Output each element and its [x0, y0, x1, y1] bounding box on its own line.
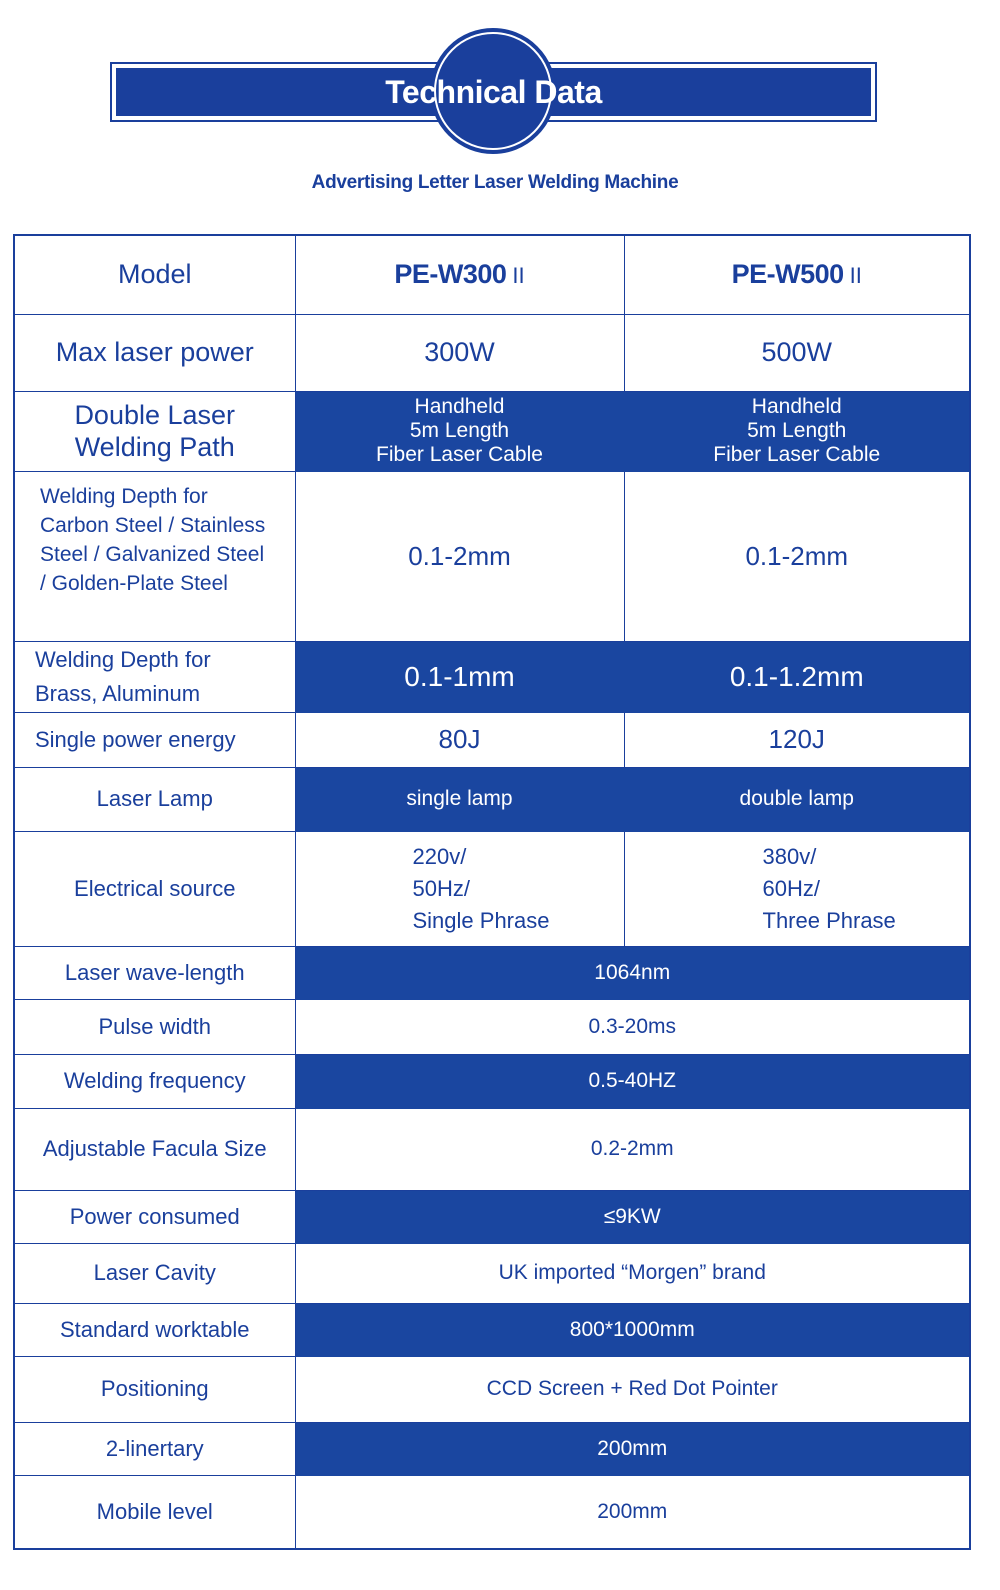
- welding-path-value-1: [295, 391, 624, 471]
- model-suffix-1: II: [512, 263, 525, 289]
- max-power-value-1: 300W: [295, 314, 624, 391]
- table-row-frequency: [14, 1054, 970, 1108]
- row-label-mobile: Mobile level: [14, 1475, 295, 1549]
- value-line: 220v/: [412, 843, 467, 869]
- frequency-value: 0.5-40HZ: [295, 1054, 970, 1108]
- table-row-linertary: [14, 1422, 970, 1475]
- depth-brass-value-1: 0.1-1mm: [295, 641, 624, 712]
- table-row-max-power: [14, 314, 970, 391]
- table-row-wavelength: [14, 946, 970, 999]
- table-row-electrical: [14, 831, 970, 946]
- depth-steel-value-2: 0.1-2mm: [624, 471, 970, 641]
- row-label-power: Power consumed: [14, 1190, 295, 1243]
- model-name-1: PE-W300: [394, 259, 507, 290]
- table-row-cavity: [14, 1243, 970, 1303]
- value-line: Handheld: [751, 395, 842, 418]
- table-row-power: [14, 1190, 970, 1243]
- row-label-facula: Adjustable Facula Size: [14, 1108, 295, 1190]
- table-row-model: [14, 235, 970, 314]
- power-value: ≤9KW: [295, 1190, 970, 1243]
- row-label-worktable: Standard worktable: [14, 1303, 295, 1356]
- model-header-1: [295, 235, 624, 314]
- depth-steel-value-1: 0.1-2mm: [295, 471, 624, 641]
- table-row-pulse: [14, 999, 970, 1054]
- table-row-welding-path: [14, 391, 970, 471]
- label-line: / Golden-Plate Steel: [40, 571, 228, 595]
- value-line: 5m Length: [747, 419, 847, 442]
- label-line: Carbon Steel / Stainless: [40, 513, 266, 537]
- value-line: Fiber Laser Cable: [376, 443, 543, 466]
- lamp-value-1: single lamp: [295, 767, 624, 831]
- table-row-lamp: [14, 767, 970, 831]
- row-label-positioning: Positioning: [14, 1356, 295, 1422]
- welding-path-value-2: [624, 391, 970, 471]
- row-label-depth-brass: [14, 641, 295, 712]
- row-label-max-power: Max laser power: [14, 314, 295, 391]
- mobile-value: 200mm: [295, 1475, 970, 1549]
- model-header-2: [624, 235, 970, 314]
- technical-data-table: [13, 234, 971, 1550]
- row-label-cavity: Laser Cavity: [14, 1243, 295, 1303]
- label-line: Double Laser: [74, 400, 236, 430]
- linertary-value: 200mm: [295, 1422, 970, 1475]
- table-row-energy: [14, 712, 970, 767]
- label-line: Welding Depth for: [35, 646, 211, 672]
- model-suffix-2: II: [849, 263, 862, 289]
- depth-brass-value-2: 0.1-1.2mm: [624, 641, 970, 712]
- row-label-lamp: Laser Lamp: [14, 767, 295, 831]
- electrical-value-2: [624, 831, 970, 946]
- label-line: Welding Depth for: [40, 484, 208, 508]
- max-power-value-2: 500W: [624, 314, 970, 391]
- value-line: Handheld: [414, 395, 505, 418]
- table-row-depth-steel: [14, 471, 970, 641]
- page-subtitle: Advertising Letter Laser Welding Machine: [311, 172, 679, 193]
- label-line: Brass, Aluminum: [35, 680, 201, 706]
- row-label-depth-steel: [14, 471, 295, 641]
- row-label-energy: Single power energy: [14, 712, 295, 767]
- row-label-welding-path: [14, 391, 295, 471]
- value-line: Single Phrase: [412, 907, 550, 933]
- row-label-model: Model: [14, 235, 295, 314]
- table-row-worktable: [14, 1303, 970, 1356]
- value-line: 60Hz/: [762, 875, 820, 901]
- row-label-wavelength: Laser wave-length: [14, 946, 295, 999]
- electrical-value-1: [295, 831, 624, 946]
- pulse-value: 0.3-20ms: [295, 999, 970, 1054]
- cavity-value: UK imported “Morgen” brand: [295, 1243, 970, 1303]
- model-name-2: PE-W500: [731, 259, 844, 290]
- table-row-mobile: [14, 1475, 970, 1549]
- positioning-value: CCD Screen + Red Dot Pointer: [295, 1356, 970, 1422]
- row-label-electrical: Electrical source: [14, 831, 295, 946]
- energy-value-1: 80J: [295, 712, 624, 767]
- label-line: Steel / Galvanized Steel: [40, 542, 265, 566]
- value-line: 380v/: [762, 843, 817, 869]
- row-label-pulse: Pulse width: [14, 999, 295, 1054]
- row-label-frequency: Welding frequency: [14, 1054, 295, 1108]
- page-title: Technical Data: [385, 74, 602, 110]
- table-row-depth-brass: [14, 641, 970, 712]
- worktable-value: 800*1000mm: [295, 1303, 970, 1356]
- value-line: Fiber Laser Cable: [713, 443, 881, 466]
- energy-value-2: 120J: [624, 712, 970, 767]
- value-line: 50Hz/: [412, 875, 470, 901]
- label-line: Welding Path: [74, 432, 235, 462]
- lamp-value-2: double lamp: [624, 767, 970, 831]
- value-line: 5m Length: [409, 419, 510, 442]
- facula-value: 0.2-2mm: [295, 1108, 970, 1190]
- row-label-linertary: 2-linertary: [14, 1422, 295, 1475]
- wavelength-value: 1064nm: [295, 946, 970, 999]
- table-row-positioning: [14, 1356, 970, 1422]
- value-line: Three Phrase: [762, 907, 896, 933]
- table-row-facula: [14, 1108, 970, 1190]
